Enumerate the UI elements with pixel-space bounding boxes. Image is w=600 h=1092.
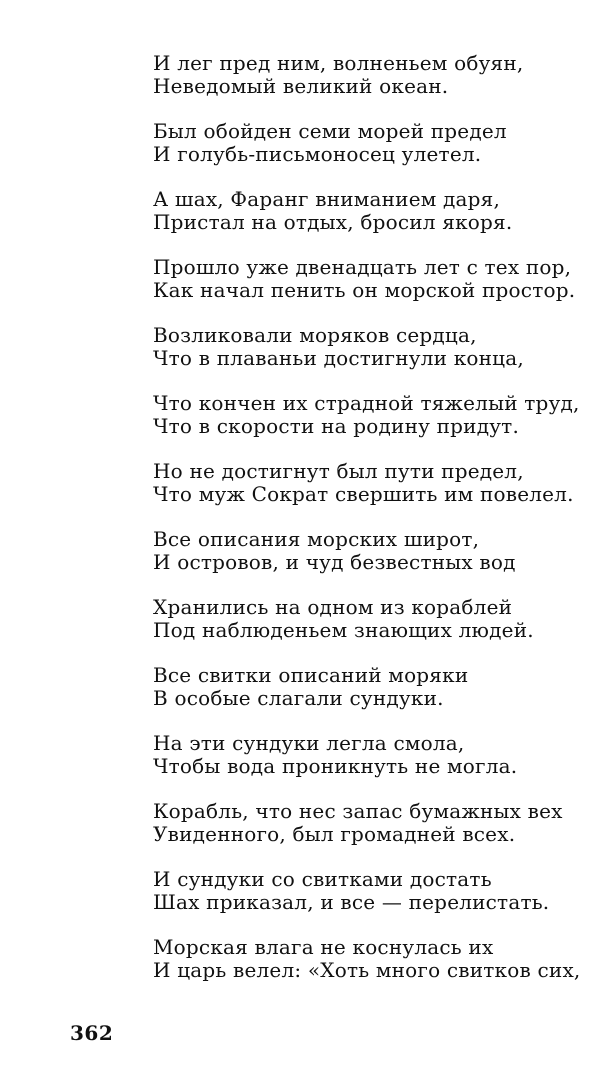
poem-line: Что в плаваньи достигнули конца, [153,346,524,370]
poem-line: И царь велел: «Хоть много свитков сих, [153,958,581,982]
poem-line: Пристал на отдых, бросил якоря. [153,210,513,234]
poem-line: Прошло уже двенадцать лет с тех пор, [153,255,572,279]
poem-line: Возликовали моряков сердца, [153,323,477,347]
poem-line: Как начал пенить он морской простор. [153,278,576,302]
poem-line: В особые слагали сундуки. [153,686,444,710]
stanza [153,52,573,98]
poem-line: И островов, и чуд безвестных вод [153,550,516,574]
stanza [153,188,573,234]
poem-line: Увиденного, был громадней всех. [153,822,516,846]
poem-line: Хранились на одном из кораблей [153,595,513,619]
stanza [153,868,573,914]
poem-line: На эти сундуки легла смола, [153,731,465,755]
stanza [153,391,580,438]
stanza [153,120,573,166]
poem-line: И сундуки со свитками достать [153,867,492,891]
stanza [153,324,573,370]
poem-line: Что в скорости на родину придут. [153,414,519,438]
stanza [153,528,573,574]
poem-line: Чтобы вода проникнуть не могла. [153,754,518,778]
poem-line: Шах приказал, и все — перелистать. [153,890,550,914]
poem-line: Все описания морских широт, [153,527,480,551]
poem-line: Но не достигнут был пути предел, [153,459,524,483]
poem-line: Что кончен их страдной тяжелый труд, [153,391,580,415]
stanza [153,460,573,506]
stanza [153,255,576,302]
poem-line: И голубь-письмоносец улетел. [153,142,482,166]
poem-text [153,51,581,1004]
poem-line: И лег пред ним, волненьем обуян, [153,51,524,75]
page-number: 362 [70,1021,114,1045]
poem-line: А шах, Фаранг вниманием даря, [153,187,501,211]
poem-line: Неведомый великий океан. [153,74,449,98]
poem-line: Корабль, что нес запас бумажных вех [153,799,563,823]
stanza [153,800,573,846]
stanza [153,732,573,778]
poem-line: Был обойден семи морей предел [153,119,507,143]
stanza [153,664,573,710]
poem-line: Все свитки описаний моряки [153,663,469,687]
poem-line: Морская влага не коснулась их [153,935,494,959]
poem-line: Под наблюденьем знающих людей. [153,618,534,642]
poem-line: Что муж Сократ свершить им повелел. [153,482,574,506]
stanza [153,935,581,982]
stanza [153,596,573,642]
